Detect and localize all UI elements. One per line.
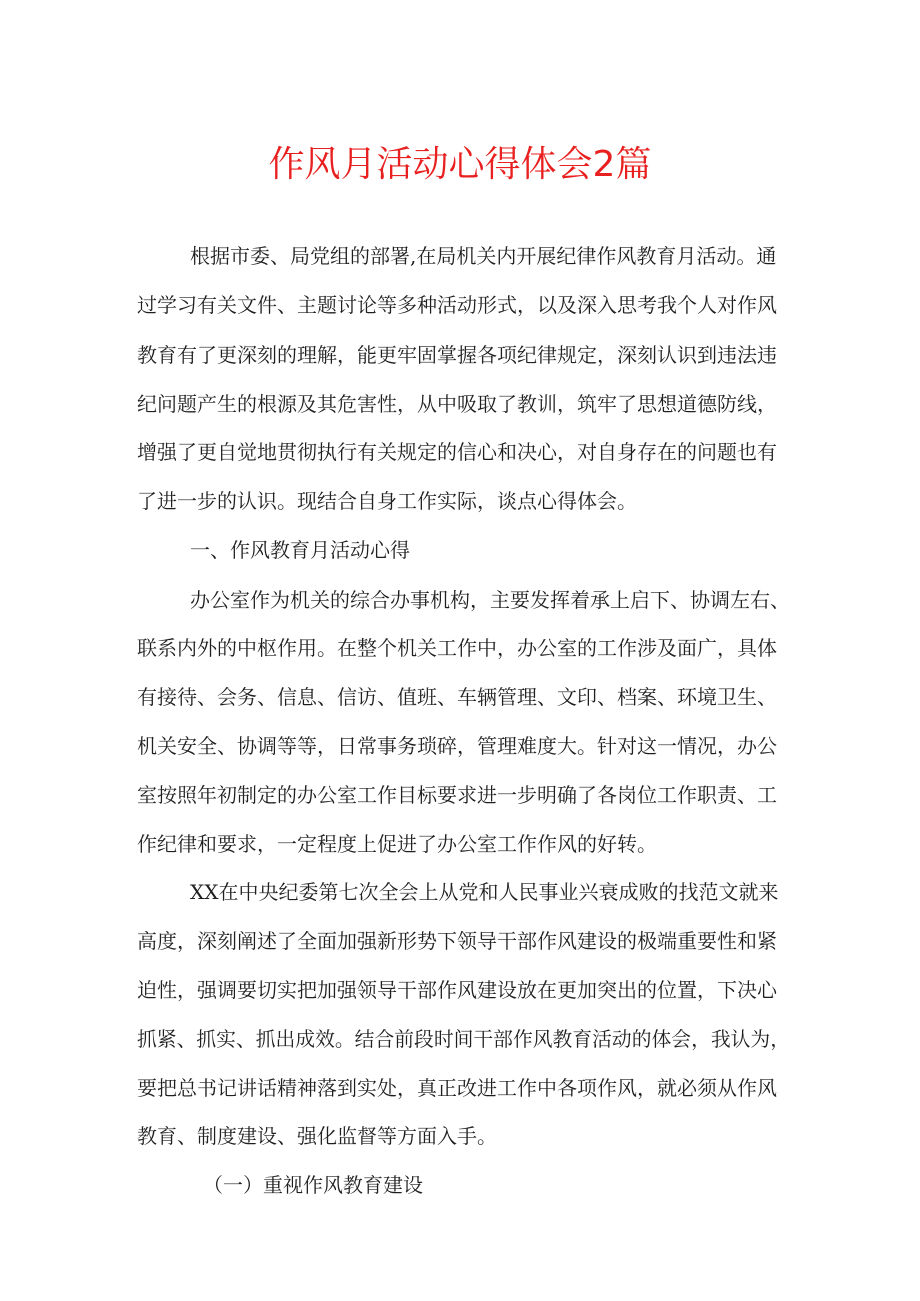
paragraph-1-line-1: 根据市委、局党组的部署,在局机关内开展纪律作风教育月活动。通 (190, 244, 777, 268)
paragraph-3-line-5: 要把总书记讲话精神落到实处，真正改进工作中各项作风，就必须从作风 (137, 1076, 777, 1100)
paragraph-2-line-4: 机关安全、协调等等，日常事务琐碎，管理难度大。针对这一情况，办公 (137, 734, 777, 758)
paragraph-1-line-3: 教育有了更深刻的理解，能更牢固掌握各项纪律规定，深刻认识到违法违 (137, 343, 777, 367)
paragraph-2-line-3: 有接待、会务、信息、信访、值班、车辆管理、文印、档案、环境卫生、 (137, 685, 777, 709)
paragraph-2-line-6: 作纪律和要求，一定程度上促进了办公室工作作风的好转。 (137, 832, 657, 856)
document-title: 作风月活动心得体会2篇 (268, 144, 652, 185)
paragraph-3-line-1: XX在中央纪委第七次全会上从党和人民事业兴衰成败的找范文就来 (190, 880, 779, 904)
paragraph-1-line-2: 过学习有关文件、主题讨论等多种活动形式，以及深入思考我个人对作风 (137, 293, 777, 317)
paragraph-3-line-3: 迫性，强调要切实把加强领导干部作风建设放在更加突出的位置，下决心 (137, 978, 777, 1002)
paragraph-2-line-1: 办公室作为机关的综合办事机构，主要发挥着承上启下、协调左右、 (190, 588, 790, 612)
paragraph-1-line-4: 纪问题产生的根源及其危害性，从中吸取了教训，筑牢了思想道德防线， (137, 392, 777, 416)
paragraph-3-line-4: 抓紧、抓实、抓出成效。结合前段时间干部作风教育活动的体会，我认为， (137, 1027, 791, 1051)
subsection-heading-1: （一）重视作风教育建设 (203, 1173, 423, 1197)
paragraph-1-line-6: 了进一步的认识。现结合自身工作实际，谈点心得体会。 (137, 489, 637, 513)
paragraph-2-line-5: 室按照年初制定的办公室工作目标要求进一步明确了各岗位工作职责、工 (137, 783, 777, 807)
paragraph-1-line-5: 增强了更自觉地贯彻执行有关规定的信心和决心，对自身存在的问题也有 (137, 440, 777, 464)
paragraph-3-line-6: 教育、制度建设、强化监督等方面入手。 (137, 1124, 497, 1148)
paragraph-3-line-2: 高度，深刻阐述了全面加强新形势下领导干部作风建设的极端重要性和紧 (137, 929, 777, 953)
section-heading-1: 一、作风教育月活动心得 (190, 538, 410, 562)
paragraph-2-line-2: 联系内外的中枢作用。在整个机关工作中，办公室的工作涉及面广，具体 (137, 636, 777, 660)
